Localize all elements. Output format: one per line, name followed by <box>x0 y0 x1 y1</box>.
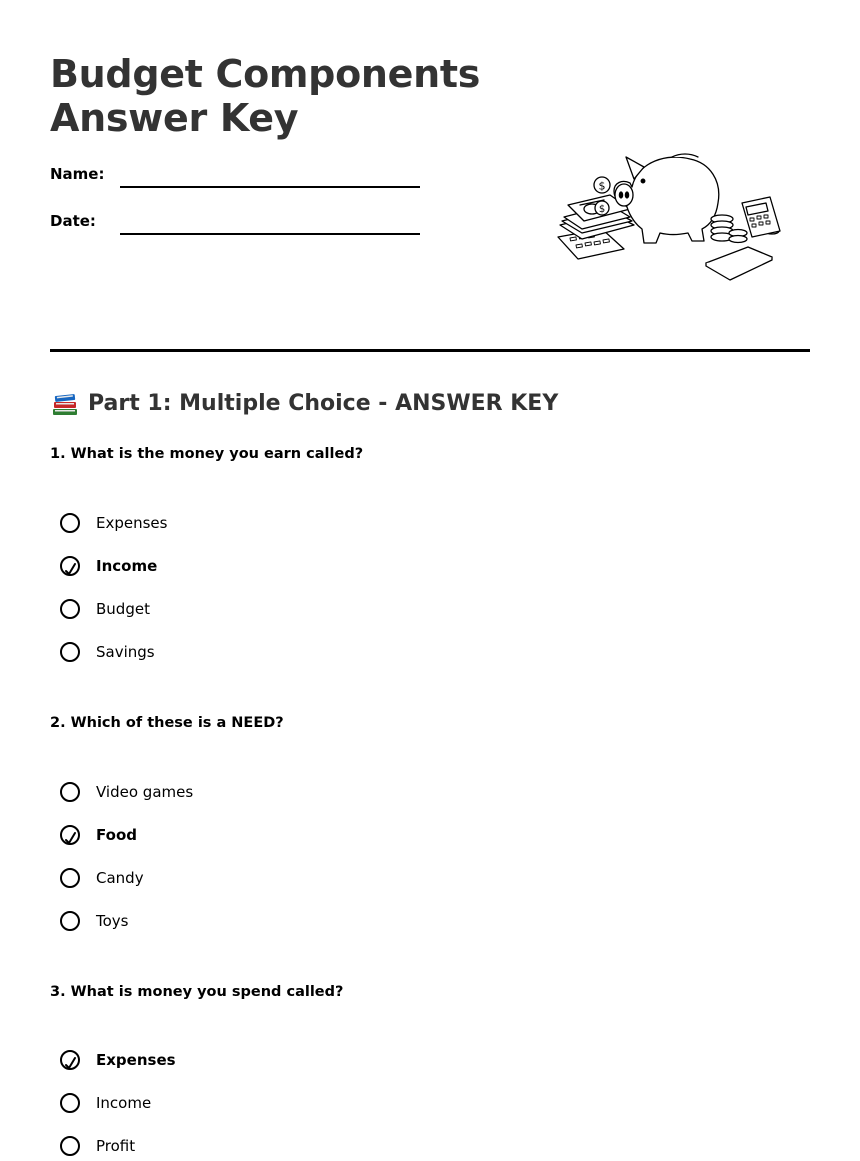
part1-title <box>50 388 558 418</box>
question-3: 3. What is money you spend called? <box>50 984 344 1000</box>
radio-unchecked[interactable] <box>60 1093 80 1113</box>
q2-option-candy[interactable] <box>60 866 144 890</box>
piggy-bank-money-icon <box>550 145 790 285</box>
part1-title-text: Part 1: Multiple Choice - ANSWER KEY <box>88 390 559 416</box>
radio-unchecked[interactable] <box>60 782 80 802</box>
q3-option-profit[interactable] <box>60 1134 135 1158</box>
option-label: Toys <box>96 912 129 930</box>
section-divider <box>50 349 810 352</box>
radio-unchecked[interactable] <box>60 1136 80 1156</box>
option-label-correct: Income <box>96 557 158 575</box>
svg-text:$: $ <box>598 204 606 215</box>
page-title <box>50 52 480 140</box>
option-label: Income <box>96 1094 152 1112</box>
option-label: Savings <box>96 643 155 661</box>
check-icon <box>62 1052 82 1072</box>
q2-option-food[interactable] <box>60 823 137 847</box>
q1-option-income[interactable] <box>60 554 157 578</box>
date-label: Date: <box>50 212 96 230</box>
page-title-line-1: Budget Components <box>50 52 481 96</box>
name-label: Name: <box>50 165 105 183</box>
option-label: Profit <box>96 1137 136 1155</box>
radio-checked[interactable] <box>60 556 80 576</box>
check-icon <box>62 558 82 578</box>
q2-option-video-games[interactable] <box>60 780 193 804</box>
option-label: Budget <box>96 600 150 618</box>
radio-unchecked[interactable] <box>60 513 80 533</box>
radio-checked[interactable] <box>60 1050 80 1070</box>
option-label-correct: Food <box>96 826 137 844</box>
radio-checked[interactable] <box>60 825 80 845</box>
name-field-line[interactable] <box>120 186 420 188</box>
radio-unchecked[interactable] <box>60 642 80 662</box>
radio-unchecked[interactable] <box>60 911 80 931</box>
radio-unchecked[interactable] <box>60 599 80 619</box>
q2-option-toys[interactable] <box>60 909 128 933</box>
notebook-icon <box>706 247 772 280</box>
svg-text:$: $ <box>598 179 606 193</box>
q1-option-expenses[interactable] <box>60 511 167 535</box>
q1-option-savings[interactable] <box>60 640 155 664</box>
question-1: 1. What is the money you earn called? <box>50 446 364 462</box>
q3-option-expenses[interactable] <box>60 1048 176 1072</box>
question-2: 2. Which of these is a NEED? <box>50 715 284 731</box>
calculator-icon <box>742 197 780 237</box>
books-icon <box>50 388 80 418</box>
q1-option-budget[interactable] <box>60 597 150 621</box>
option-label: Candy <box>96 869 144 887</box>
option-label: Expenses <box>96 514 168 532</box>
piggy-bank-icon <box>614 154 719 243</box>
option-label-correct: Expenses <box>96 1051 176 1069</box>
radio-unchecked[interactable] <box>60 868 80 888</box>
page-title-line-2: Answer Key <box>50 96 299 140</box>
check-icon <box>62 827 82 847</box>
q3-option-income[interactable] <box>60 1091 151 1115</box>
option-label: Video games <box>96 783 194 801</box>
date-field-line[interactable] <box>120 233 420 235</box>
